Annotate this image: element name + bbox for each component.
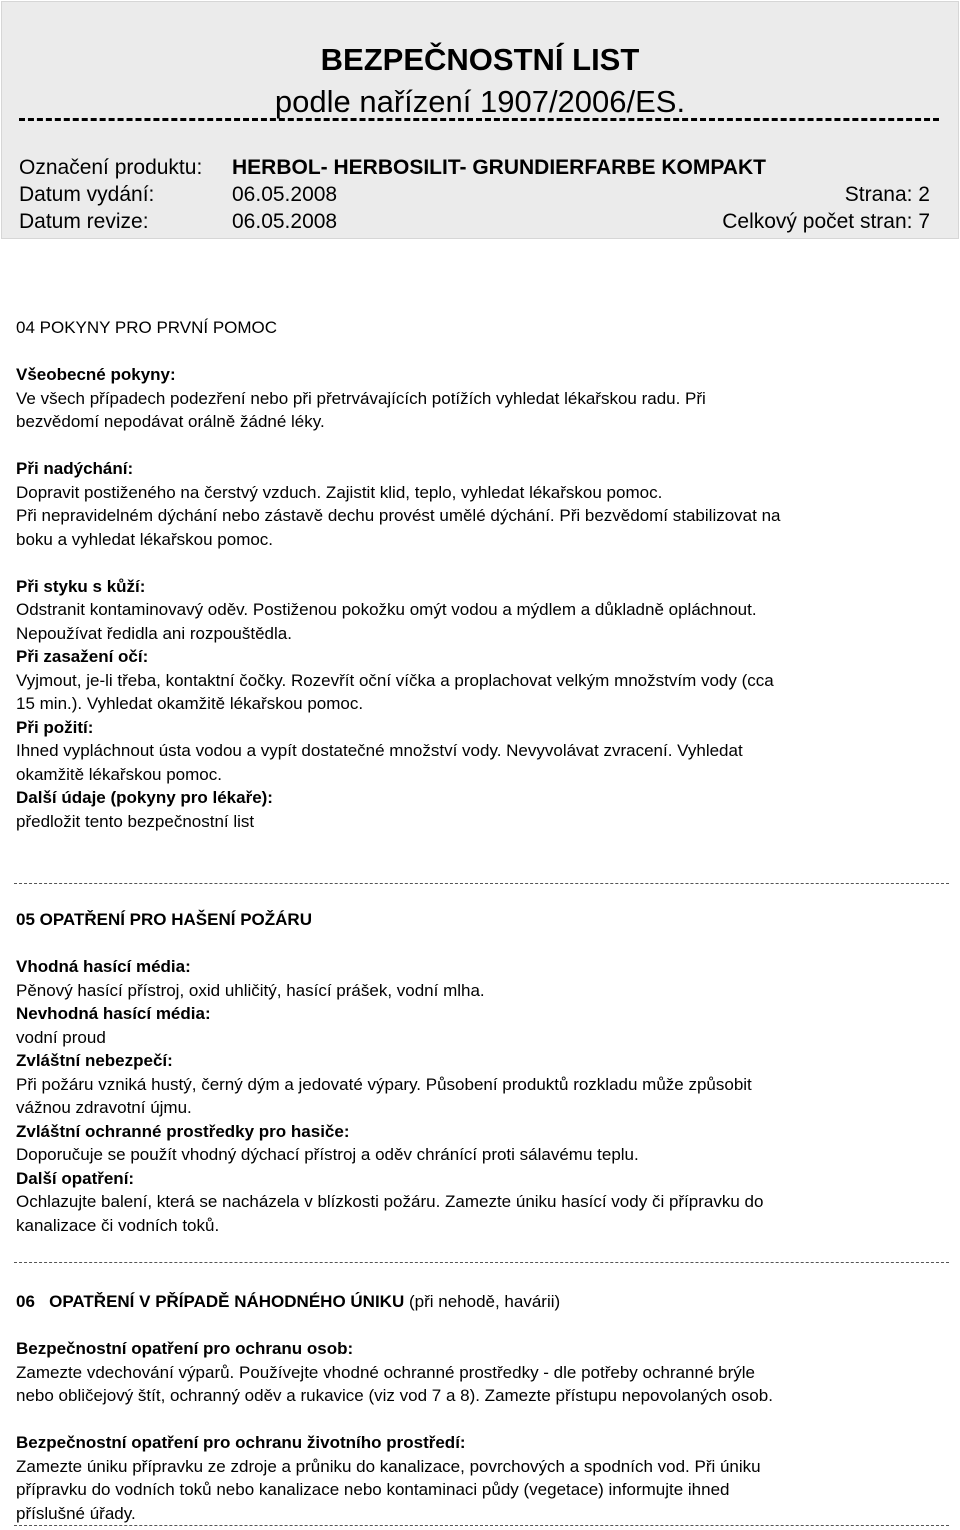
doctor-text: předložit tento bezpečnostní list bbox=[16, 811, 255, 831]
ingestion-text: okamžitě lékařskou pomoc. bbox=[16, 764, 222, 784]
unsuitable-media-text: vodní proud bbox=[16, 1027, 106, 1047]
section-06-title bbox=[16, 1290, 946, 1314]
total-pages: Celkový počet stran: 7 bbox=[722, 210, 930, 233]
issue-row bbox=[19, 180, 930, 210]
revision-date: 06.05.2008 bbox=[232, 210, 338, 233]
skin-heading: Při styku s kůží: bbox=[16, 576, 146, 596]
section-divider bbox=[14, 1262, 949, 1264]
unsuitable-media-heading: Nevhodná hasící média: bbox=[16, 1004, 211, 1023]
inhalation-text: boku a vyhledat lékařskou pomoc. bbox=[16, 529, 274, 549]
suitable-media-heading: Vhodná hasící média: bbox=[16, 957, 191, 976]
page-number: Strana: 2 bbox=[844, 183, 930, 206]
doctor-heading: Další údaje (pokyny pro lékaře): bbox=[16, 788, 273, 807]
section-06-note: (při nehodě, havárii) bbox=[408, 1292, 561, 1311]
environmental-precautions-heading: Bezpečnostní opatření pro ochranu životního prostředí: bbox=[16, 1433, 466, 1452]
other-measures-text: kanalizace či vodních toků. bbox=[16, 1215, 220, 1235]
eyes-text: Vyjmout, je-li třeba, kontaktní čočky. Rozevřít oční víčka a proplachovat velkým množstvím vody (cca bbox=[16, 670, 774, 690]
issue-label: Datum vydání: bbox=[19, 183, 155, 206]
environmental-precautions-text: příslušné úřady. bbox=[16, 1503, 136, 1523]
product-row bbox=[19, 153, 930, 183]
other-measures-heading: Další opatření: bbox=[16, 1168, 135, 1188]
general-heading: Všeobecné pokyny: bbox=[16, 365, 176, 384]
environmental-precautions-text: Zamezte úniku přípravku ze zdroje a průniku do kanalizace, povrchových a spodních vod. Při úniku bbox=[16, 1456, 761, 1476]
special-hazard-text: vážnou zdravotní újmu. bbox=[16, 1098, 192, 1117]
bottom-divider bbox=[14, 1525, 949, 1527]
personal-precautions-heading: Bezpečnostní opatření pro ochranu osob: bbox=[16, 1339, 354, 1358]
section-04-title: 04 POKYNY PRO PRVNÍ POMOC bbox=[16, 318, 278, 337]
section-04 bbox=[16, 316, 946, 833]
skin-text: Odstranit kontaminovavý oděv. Postiženou pokožku omýt vodou a mýdlem a důkladně opláchnout. bbox=[16, 600, 757, 619]
skin-text: Nepoužívat ředidla ani rozpouštědla. bbox=[16, 623, 292, 643]
revision-row bbox=[19, 207, 930, 237]
section-05 bbox=[16, 908, 946, 1237]
inhalation-text: Při nepravidelném dýchání nebo zástavě dechu provést umělé dýchání. Při bezvědomí stabilizovat na bbox=[16, 506, 781, 525]
eyes-heading: Při zasažení očí: bbox=[16, 647, 149, 666]
inhalation-heading: Při nadýchání: bbox=[16, 459, 134, 478]
product-label: Označení produktu: bbox=[19, 156, 203, 179]
inhalation-text: Dopravit postiženého na čerstvý vzduch. Zajistit klid, teplo, vyhledat lékařskou pomoc. bbox=[16, 482, 663, 502]
special-hazard-text: Při požáru vzniká hustý, černý dým a jedovaté výpary. Působení produktů rozkladu může způsobit bbox=[16, 1074, 752, 1094]
eyes-text: 15 min.). Vyhledat okamžitě lékařskou pomoc. bbox=[16, 694, 364, 713]
firefighter-equipment-heading: Zvláštní ochranné prostředky pro hasiče: bbox=[16, 1121, 350, 1141]
section-06 bbox=[16, 1290, 946, 1525]
document-title: BEZPEČNOSTNÍ LIST bbox=[320, 42, 640, 77]
section-05-title: 05 OPATŘENÍ PRO HAŠENÍ POŽÁRU bbox=[16, 910, 312, 929]
revision-label: Datum revize: bbox=[19, 210, 149, 233]
general-text: Ve všech případech podezření nebo při přetrvávajících potížích vyhledat lékařskou radu. Při bbox=[16, 388, 706, 408]
personal-precautions-text: Zamezte vdechování výparů. Používejte vhodné ochranné prostředky - dle potřeby ochranné brýle bbox=[16, 1362, 755, 1382]
environmental-precautions-text: přípravku do vodních toků nebo kanalizace nebo kontaminaci půdy (vegetace) informujte ihned bbox=[16, 1480, 730, 1499]
section-06-heading: OPATŘENÍ V PŘÍPADĚ NÁHODNÉHO ÚNIKU bbox=[49, 1292, 405, 1311]
section-divider bbox=[14, 883, 949, 885]
section-06-number: 06 bbox=[16, 1292, 35, 1311]
header-dashed-rule bbox=[19, 118, 939, 125]
special-hazard-heading: Zvláštní nebezpečí: bbox=[16, 1051, 173, 1070]
other-measures-text: Ochlazujte balení, která se nacházela v blízkosti požáru. Zamezte úniku hasící vody či přípravku do bbox=[16, 1192, 764, 1211]
suitable-media-text: Pěnový hasící přístroj, oxid uhličitý, hasící prášek, vodní mlha. bbox=[16, 980, 485, 1000]
product-name: HERBOL- HERBOSILIT- GRUNDIERFARBE KOMPAKT bbox=[232, 156, 766, 179]
ingestion-heading: Při požití: bbox=[16, 717, 94, 737]
document-subtitle: podle nařízení 1907/2006/ES. bbox=[274, 84, 686, 119]
general-text: bezvědomí nepodávat orálně žádné léky. bbox=[16, 412, 325, 431]
personal-precautions-text: nebo obličejový štít, ochranný oděv a rukavice (viz vod 7 a 8). Zamezte přístupu nepovolaných osob. bbox=[16, 1386, 773, 1405]
firefighter-equipment-text: Doporučuje se použít vhodný dýchací přístroj a oděv chránící proti sálavému teplu. bbox=[16, 1145, 639, 1164]
ingestion-text: Ihned vypláchnout ústa vodou a vypít dostatečné množství vody. Nevyvolávat zvracení. Vyhledat bbox=[16, 741, 743, 760]
issue-date: 06.05.2008 bbox=[232, 183, 338, 206]
